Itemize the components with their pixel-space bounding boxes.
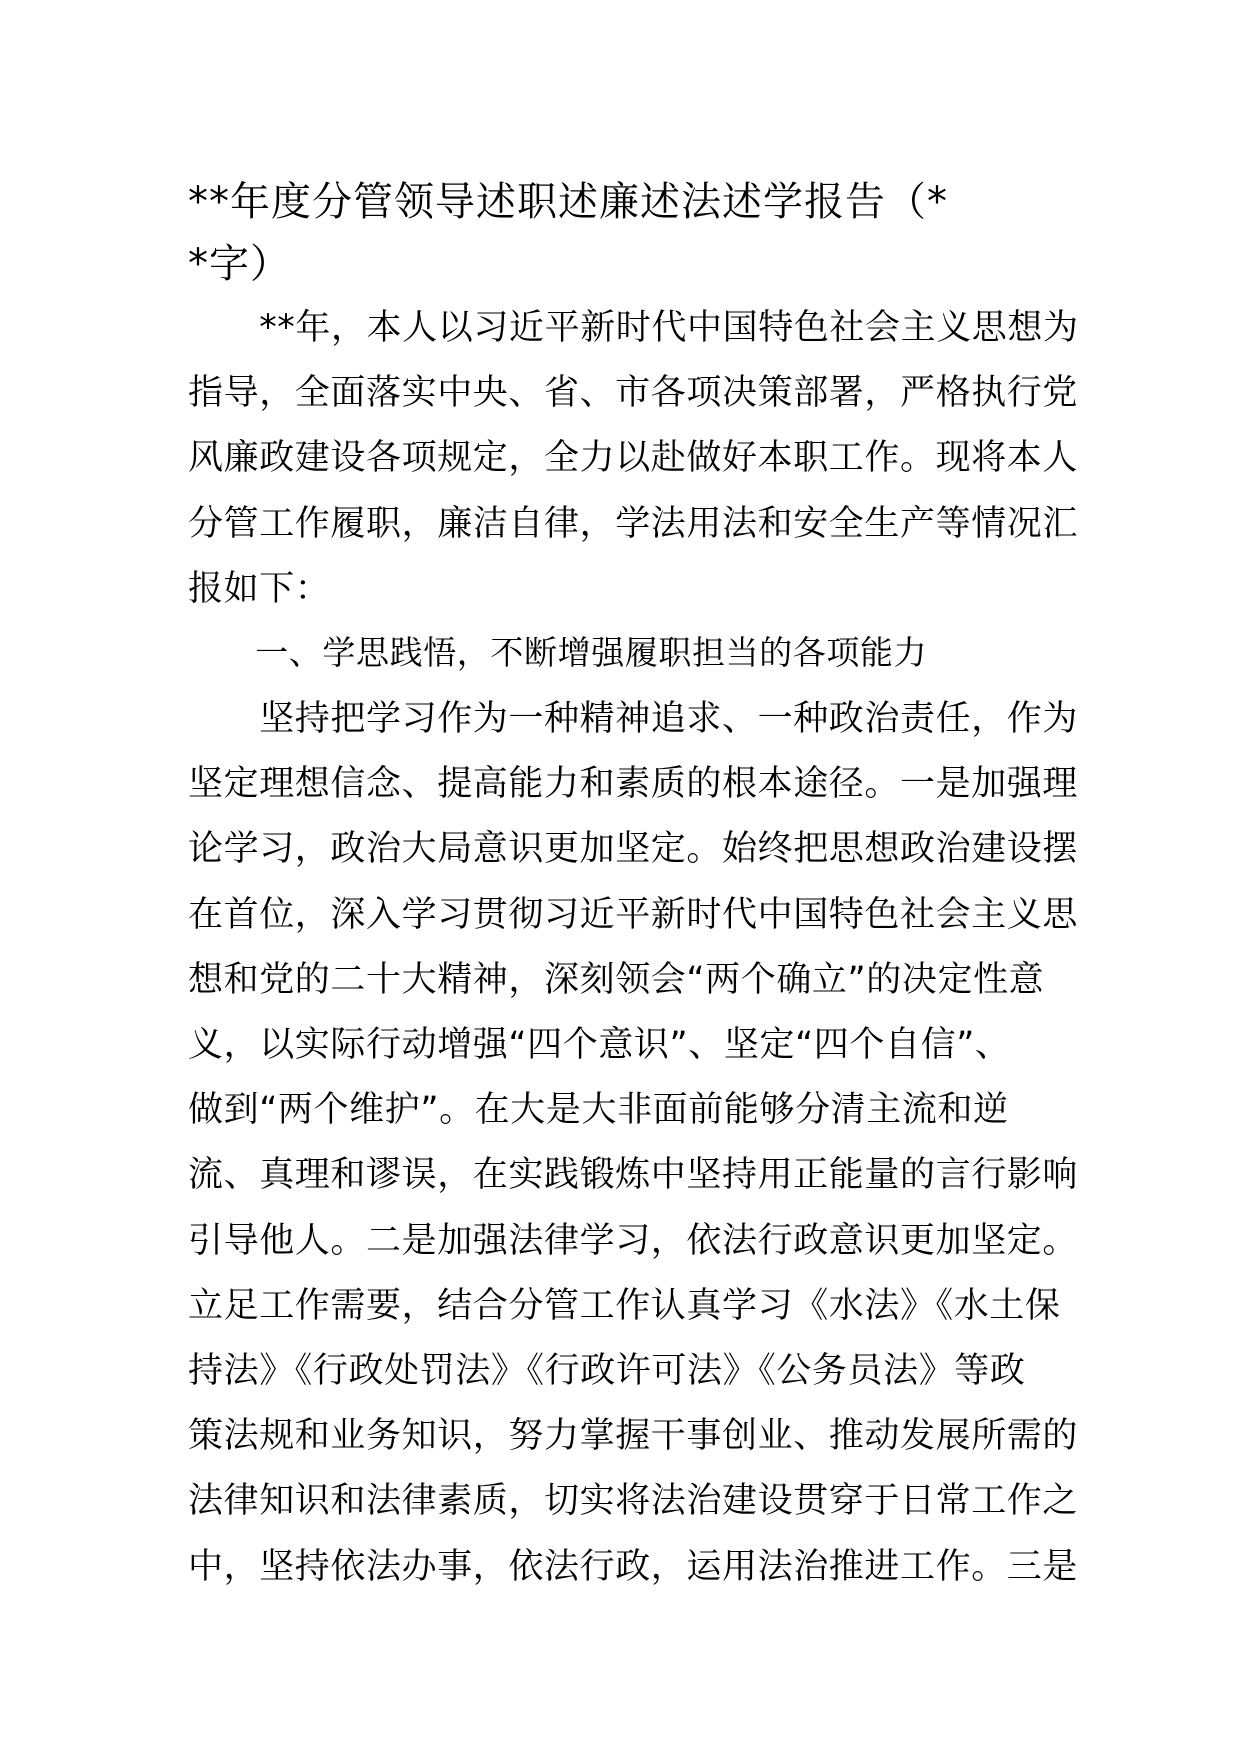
text-line: 分管工作履职，廉洁自律，学法用法和安全生产等情况汇 [188, 503, 1079, 544]
text-line: 指导，全面落实中央、省、市各项决策部署，严格执行党 [188, 373, 1079, 414]
text-line: 报如下： [188, 568, 331, 609]
text-line: 坚持把学习作为一种精神追求、一种政治责任，作为 [188, 699, 1079, 739]
document-title-line-1: **年度分管领导述职述廉述法述学报告（* [188, 179, 948, 225]
text-line: 流、真理和谬误，在实践锻炼中坚持用正能量的言行影响 [188, 1155, 1079, 1196]
text-line: 中，坚持依法办事，依法行政，运用法治推进工作。三是 [188, 1546, 1079, 1587]
text-line: 策法规和业务知识，努力掌握干事创业、推动发展所需的 [188, 1416, 1079, 1457]
text-line: 论学习，政治大局意识更加坚定。始终把思想政治建设摆 [188, 829, 1079, 870]
text-line: 坚定理想信念、提高能力和素质的根本途径。一是加强理 [188, 764, 1079, 805]
text-line: 做到“两个维护”。在大是大非面前能够分清主流和逆 [188, 1090, 1009, 1131]
section-heading: 一、学思践悟，不断增强履职担当的各项能力 [188, 633, 928, 672]
text-line: 义，以实际行动增强“四个意识”、坚定“四个自信”、 [188, 1025, 1011, 1065]
text-line: 在首位，深入学习贯彻习近平新时代中国特色社会主义思 [188, 894, 1079, 935]
text-line: 风廉政建设各项规定，全力以赴做好本职工作。现将本人 [188, 438, 1079, 479]
text-line: 法律知识和法律素质，切实将法治建设贯穿于日常工作之 [188, 1481, 1079, 1522]
document-title-line-2: *字） [188, 241, 291, 287]
text-line: 持法》《行政处罚法》《行政许可法》《公务员法》等政 [188, 1351, 1026, 1391]
text-line: 想和党的二十大精神，深刻领会“两个确立”的决定性意 [188, 959, 1045, 1000]
text-line: 引导他人。二是加强法律学习，依法行政意识更加坚定。 [188, 1220, 1079, 1261]
text-line: 立足工作需要，结合分管工作认真学习《水法》《水土保 [188, 1285, 1061, 1326]
text-line: **年，本人以习近平新时代中国特色社会主义思想为 [188, 308, 1079, 348]
